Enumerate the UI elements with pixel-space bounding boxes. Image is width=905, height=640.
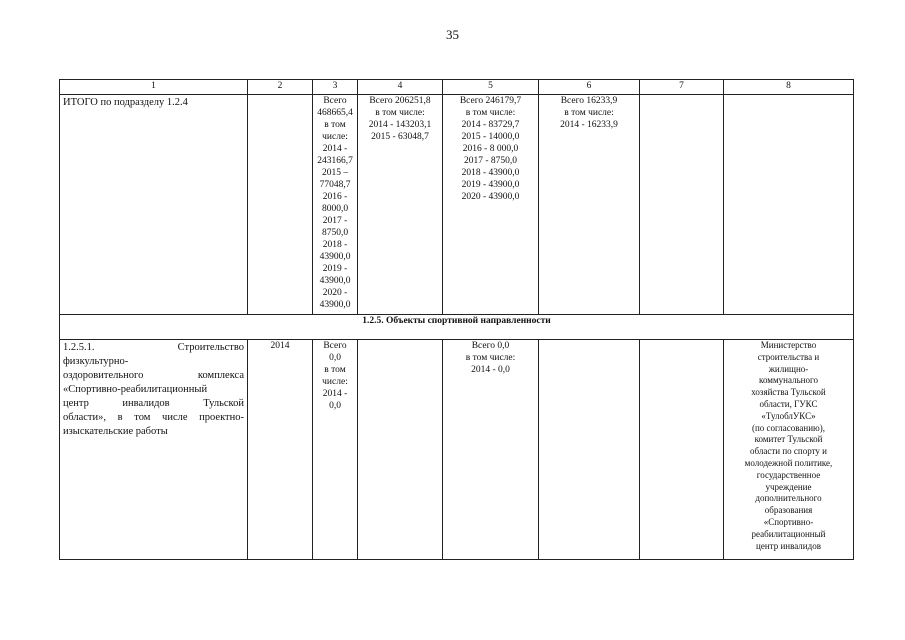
item-name-line: изыскательские работы [63, 426, 168, 437]
total-col4-cell-line: в том числе: [375, 108, 425, 118]
item-col8-cell-line: (по согласованию), [751, 422, 825, 433]
item-name-line: области», в том числе проектно- [63, 412, 244, 423]
item-col8-cell-line: «Спортивно- [763, 516, 814, 527]
header-cell-3: 3 [313, 80, 358, 95]
total-col3-cell-line: 243166,7 [317, 156, 353, 166]
total-col4-cell-line: 2014 - 143203,1 [368, 120, 432, 130]
item-col8-cell-line: коммунального [759, 375, 818, 386]
total-col8-cell [724, 95, 854, 315]
item-col3-cell-line: числе: [322, 377, 348, 387]
total-col5-cell-line: 2014 - 83729,7 [461, 120, 520, 130]
total-col5-cell-line: 2020 - 43900,0 [461, 192, 520, 202]
total-col3-cell-line: Всего [323, 96, 347, 106]
item-col8-cell-line: центр инвалидов [756, 540, 821, 551]
item-name-line: центр инвалидов Тульской [63, 398, 244, 409]
total-col6-cell-line: 2014 - 16233,9 [560, 120, 618, 130]
item-col3-cell-line: 2014 - [322, 389, 348, 399]
total-col4-cell [358, 95, 443, 315]
total-col6-cell-line: в том числе: [564, 108, 614, 118]
header-cell-4: 4 [358, 80, 443, 95]
total-col3-cell-line: 468665,4 [317, 108, 353, 118]
total-col3-cell-line: 43900,0 [319, 252, 351, 262]
item-col8-cell-line: области по спорту и [750, 446, 827, 457]
total-col5-cell [443, 95, 539, 315]
total-col6-cell-line: Всего 16233,9 [560, 96, 618, 106]
item-col5-cell-line: Всего 0,0 [471, 341, 510, 351]
item-col3-cell-line: Всего [323, 341, 347, 351]
item-col8-cell-line: дополнительного [755, 493, 822, 504]
item-name-cell [60, 340, 248, 560]
item-col3-cell-line: 0,0 [329, 353, 341, 363]
header-cell-6: 6 [539, 80, 640, 95]
total-col3-cell-line: 43900,0 [319, 300, 351, 310]
item-name-line: «Спортивно-реабилитационный [63, 384, 208, 395]
item-col7-cell [640, 340, 724, 560]
total-col4-cell-line: 2015 - 63048,7 [371, 132, 429, 142]
item-col3-cell-line: в том [324, 365, 346, 375]
total-col3-cell-line: 2020 - [322, 288, 348, 298]
total-col4-cell-line: Всего 206251,8 [369, 96, 431, 106]
total-col3-cell [313, 95, 358, 315]
item-col5-cell-line: 2014 - 0,0 [471, 365, 510, 375]
total-col3-cell-line: 77048,7 [319, 180, 351, 190]
total-col2-cell [248, 95, 313, 315]
item-col8-cell-line: Министерство [760, 340, 817, 350]
item-name-line: 1.2.5.1. Строительство [63, 342, 244, 353]
item-col3-cell-line: 0,0 [329, 401, 341, 411]
item-col5-cell-line: в том числе: [465, 353, 516, 363]
total-row [60, 95, 854, 315]
total-col3-cell-line: 8750,0 [321, 228, 349, 238]
item-col5-cell [443, 340, 539, 560]
total-col5-cell-line: 2015 - 14000,0 [461, 132, 520, 142]
total-col5-cell-line: 2016 - 8 000,0 [462, 144, 519, 154]
item-col8-cell-line: области, ГУКС [759, 398, 818, 409]
total-col5-cell-line: 2017 - 8750,0 [463, 156, 518, 166]
item-col8-cell-line: жилищно- [768, 363, 809, 374]
total-col3-cell-line: 8000,0 [321, 204, 349, 214]
item-col4-cell [358, 340, 443, 560]
total-col3-cell-line: 2014 - [322, 144, 348, 154]
total-col5-cell-line: 2018 - 43900,0 [461, 168, 520, 178]
header-cell-7: 7 [640, 80, 724, 95]
total-col5-cell-line: в том числе: [465, 108, 516, 118]
item-col8-cell-line: молодежной политике, [744, 457, 833, 468]
item-col8-cell [724, 340, 854, 560]
item-col8-cell-line: государственное [756, 469, 821, 480]
total-col3-cell-line: 2017 - [322, 216, 348, 226]
item-col8-cell-line: хозяйства Тульской [751, 387, 826, 398]
item-col2-cell: 2014 [248, 340, 313, 560]
total-col5-cell-line: 2019 - 43900,0 [461, 180, 520, 190]
total-name-cell: ИТОГО по подразделу 1.2.4 [60, 95, 248, 315]
total-col3-cell-line: 2018 - [322, 240, 348, 250]
section-title: 1.2.5. Объекты спортивной направленности [60, 315, 854, 340]
total-col3-cell-line: 2019 - [322, 264, 348, 274]
item-col3-cell [313, 340, 358, 560]
total-col6-cell [539, 95, 640, 315]
item-name-line: оздоровительного комплекса [63, 370, 244, 381]
header-cell-1: 1 [60, 80, 248, 95]
section-row [60, 315, 854, 340]
total-col3-cell-line: 2015 – [321, 168, 349, 178]
total-col7-cell [640, 95, 724, 315]
header-cell-2: 2 [248, 80, 313, 95]
header-row [60, 80, 854, 95]
total-col3-cell-line: 43900,0 [319, 276, 351, 286]
item-row [60, 340, 854, 560]
item-col8-cell-line: «ТулоблУКС» [761, 410, 816, 421]
item-col8-cell-line: реабилитационный [751, 528, 826, 539]
total-col3-cell-line: в том [324, 120, 346, 130]
total-col3-cell-line: 2016 - [322, 192, 348, 202]
header-cell-5: 5 [443, 80, 539, 95]
program-table [59, 79, 854, 560]
item-col8-cell-line: учреждение [765, 481, 812, 492]
item-col8-cell-line: образования [764, 505, 813, 516]
item-col8-cell-line: комитет Тульской [754, 434, 823, 445]
header-cell-8: 8 [724, 80, 854, 95]
item-name-line: физкультурно- [63, 356, 129, 367]
item-col8-cell-line: строительства и [757, 351, 820, 362]
page-number: 35 [446, 27, 459, 42]
total-col3-cell-line: числе: [322, 132, 348, 142]
total-col5-cell-line: Всего 246179,7 [459, 96, 522, 106]
item-col6-cell [539, 340, 640, 560]
